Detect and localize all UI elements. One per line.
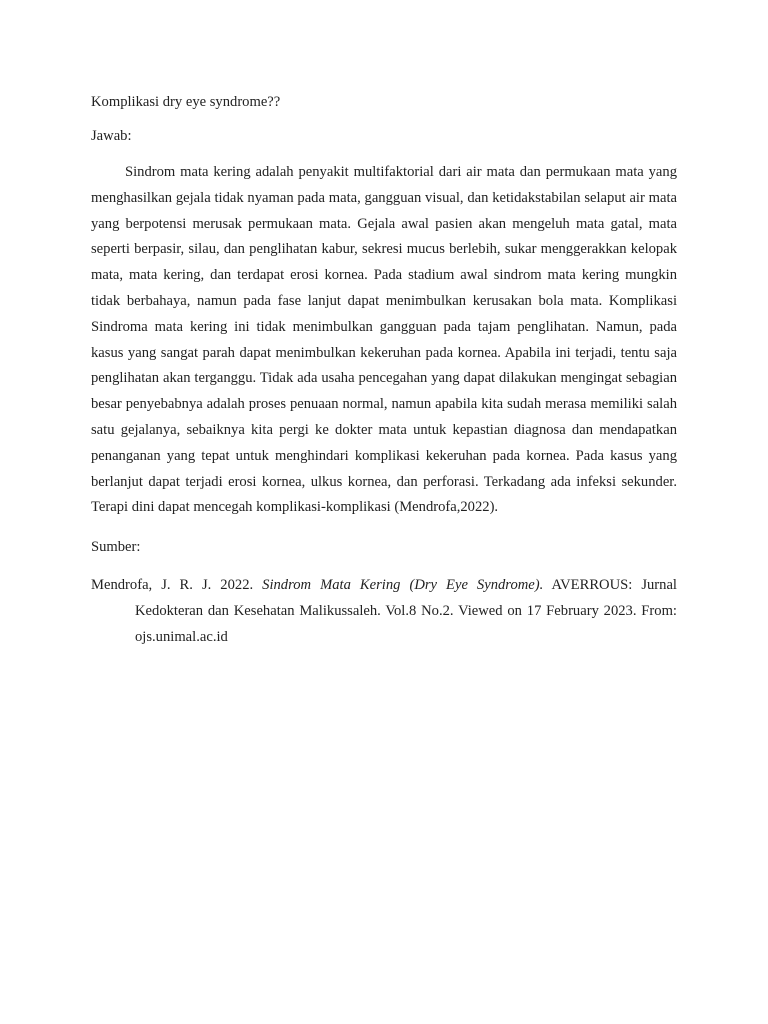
question-heading: Komplikasi dry eye syndrome?? — [91, 94, 281, 110]
source-label: Sumber: — [91, 539, 141, 556]
reference-title: Sindrom Mata Kering (Dry Eye Syndrome). — [262, 577, 544, 594]
reference-authors-year: Mendrofa, J. R. J. 2022. — [91, 577, 263, 594]
answer-label: Jawab: — [91, 128, 132, 144]
reference-details: AVERROUS: Jurnal Kedokteran dan Kesehatan Malikussaleh. Vol.8 No.2. Viewed on 17 February 2023. From: ojs.unimal.ac.id — [135, 577, 677, 645]
answer-paragraph: Sindrom mata kering adalah penyakit multifaktorial dari air mata dan permukaan mata yang menghasilkan gejala tidak nyaman pada mata, gangguan visual, dan ketidakstabilan selaput air mata yang berpotensi merusak permukaan mata. Gejala awal pasien akan mengeluh mata gatal, mata seperti berpasir, silau, dan penglihatan kabur, sekresi mucus berlebih, sukar menggerakkan kelopak mata, mata kering, dan terdapat erosi kornea. Pada stadium awal sindrom mata kering mungkin tidak berbahaya, namun pada fase lanjut dapat menimbulkan kerusakan bola mata. Komplikasi Sindroma mata kering ini tidak menimbulkan gangguan pada tajam penglihatan. Namun, pada kasus yang sangat parah dapat menimbulkan kekeruhan pada kornea. Apabila ini terjadi, tentu saja penglihatan akan terganggu. Tidak ada usaha pencegahan yang dapat dilakukan mengingat sebagian besar penyebabnya adalah proses penuaan normal, namun apabila kita sudah merasa memiliki salah satu gejalanya, sebaiknya kita pergi ke dokter mata untuk kepastian diagnosa dan mendapatkan penanganan yang tepat untuk menghindari komplikasi kekeruhan pada kornea. Pada kasus yang berlanjut dapat terjadi erosi kornea, ulkus kornea, dan perforasi. Terkadang ada infeksi sekunder. Terapi dini dapat mencegah komplikasi-komplikasi (Mendrofa,2022). — [91, 164, 677, 516]
reference-entry — [91, 573, 677, 650]
document-page — [91, 92, 677, 651]
